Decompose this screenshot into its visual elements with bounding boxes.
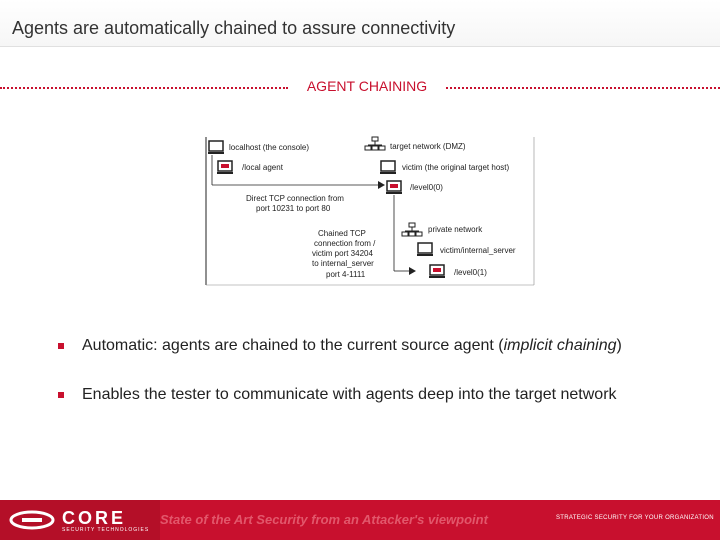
console-computer-icon: [208, 141, 224, 154]
bullet-marker: [58, 392, 64, 398]
direct-connection-line1: Direct TCP connection from: [246, 194, 344, 203]
level1-agent-icon: [429, 265, 445, 278]
chained-connection-line1: Chained TCP: [318, 229, 366, 238]
title-bar: [0, 0, 720, 47]
local-agent-icon: [217, 161, 233, 174]
direct-connection-arrow: [212, 155, 385, 189]
footer-slogan: STRATEGIC SECURITY FOR YOUR ORGANIZATION: [556, 515, 714, 521]
bullet-automatic-italic: implicit chaining: [503, 337, 617, 354]
slide-title: Agents are automatically chained to assure connectivity: [12, 18, 456, 38]
chained-connection-arrow: [394, 195, 416, 275]
section-divider-left: [0, 87, 288, 89]
internal-server-icon: [417, 243, 433, 256]
network-icon: [365, 137, 385, 150]
core-logo-icon: [8, 510, 56, 530]
bullet-marker: [58, 343, 64, 349]
section-title: AGENT CHAINING: [290, 78, 444, 94]
bullet-automatic-end: ): [616, 337, 622, 354]
level1-label: /level0(1): [454, 268, 487, 277]
logo-name: CORE: [62, 508, 127, 528]
chained-connection-line5: port 4-1111: [326, 270, 366, 279]
chained-connection-line3: victim port 34204: [312, 249, 373, 258]
direct-connection-line2: port 10231 to port 80: [256, 204, 331, 213]
level0-label: /level0(0): [410, 183, 443, 192]
private-network-icon: [402, 223, 422, 236]
footer-tagline: State of the Art Security from an Attacker's viewpoint: [160, 512, 488, 527]
bullet-automatic-text: Automatic: agents are chained to the current source agent (: [82, 337, 504, 354]
victim-label: victim (the original target host): [402, 163, 510, 172]
agent-chaining-diagram: [204, 133, 536, 287]
local-agent-label: /local agent: [242, 163, 283, 172]
level0-agent-icon: [386, 181, 402, 194]
footer-bar: [0, 500, 720, 540]
console-label: localhost (the console): [229, 143, 310, 152]
target-network-label: target network (DMZ): [390, 142, 466, 151]
internal-server-label: victim/internal_server: [440, 246, 516, 255]
chained-connection-line2: connection from /: [314, 239, 376, 248]
section-divider-right: [446, 87, 720, 89]
private-network-label: private network: [428, 225, 483, 234]
bullet-enables: Enables the tester to communicate with agents deep into the target network: [82, 386, 617, 403]
chained-connection-line4: to internal_server: [312, 259, 374, 268]
bullet-automatic: [82, 337, 622, 355]
victim-computer-icon: [380, 161, 396, 174]
logo-subtitle: SECURITY TECHNOLOGIES: [62, 527, 150, 533]
footer-logo: [0, 500, 160, 540]
